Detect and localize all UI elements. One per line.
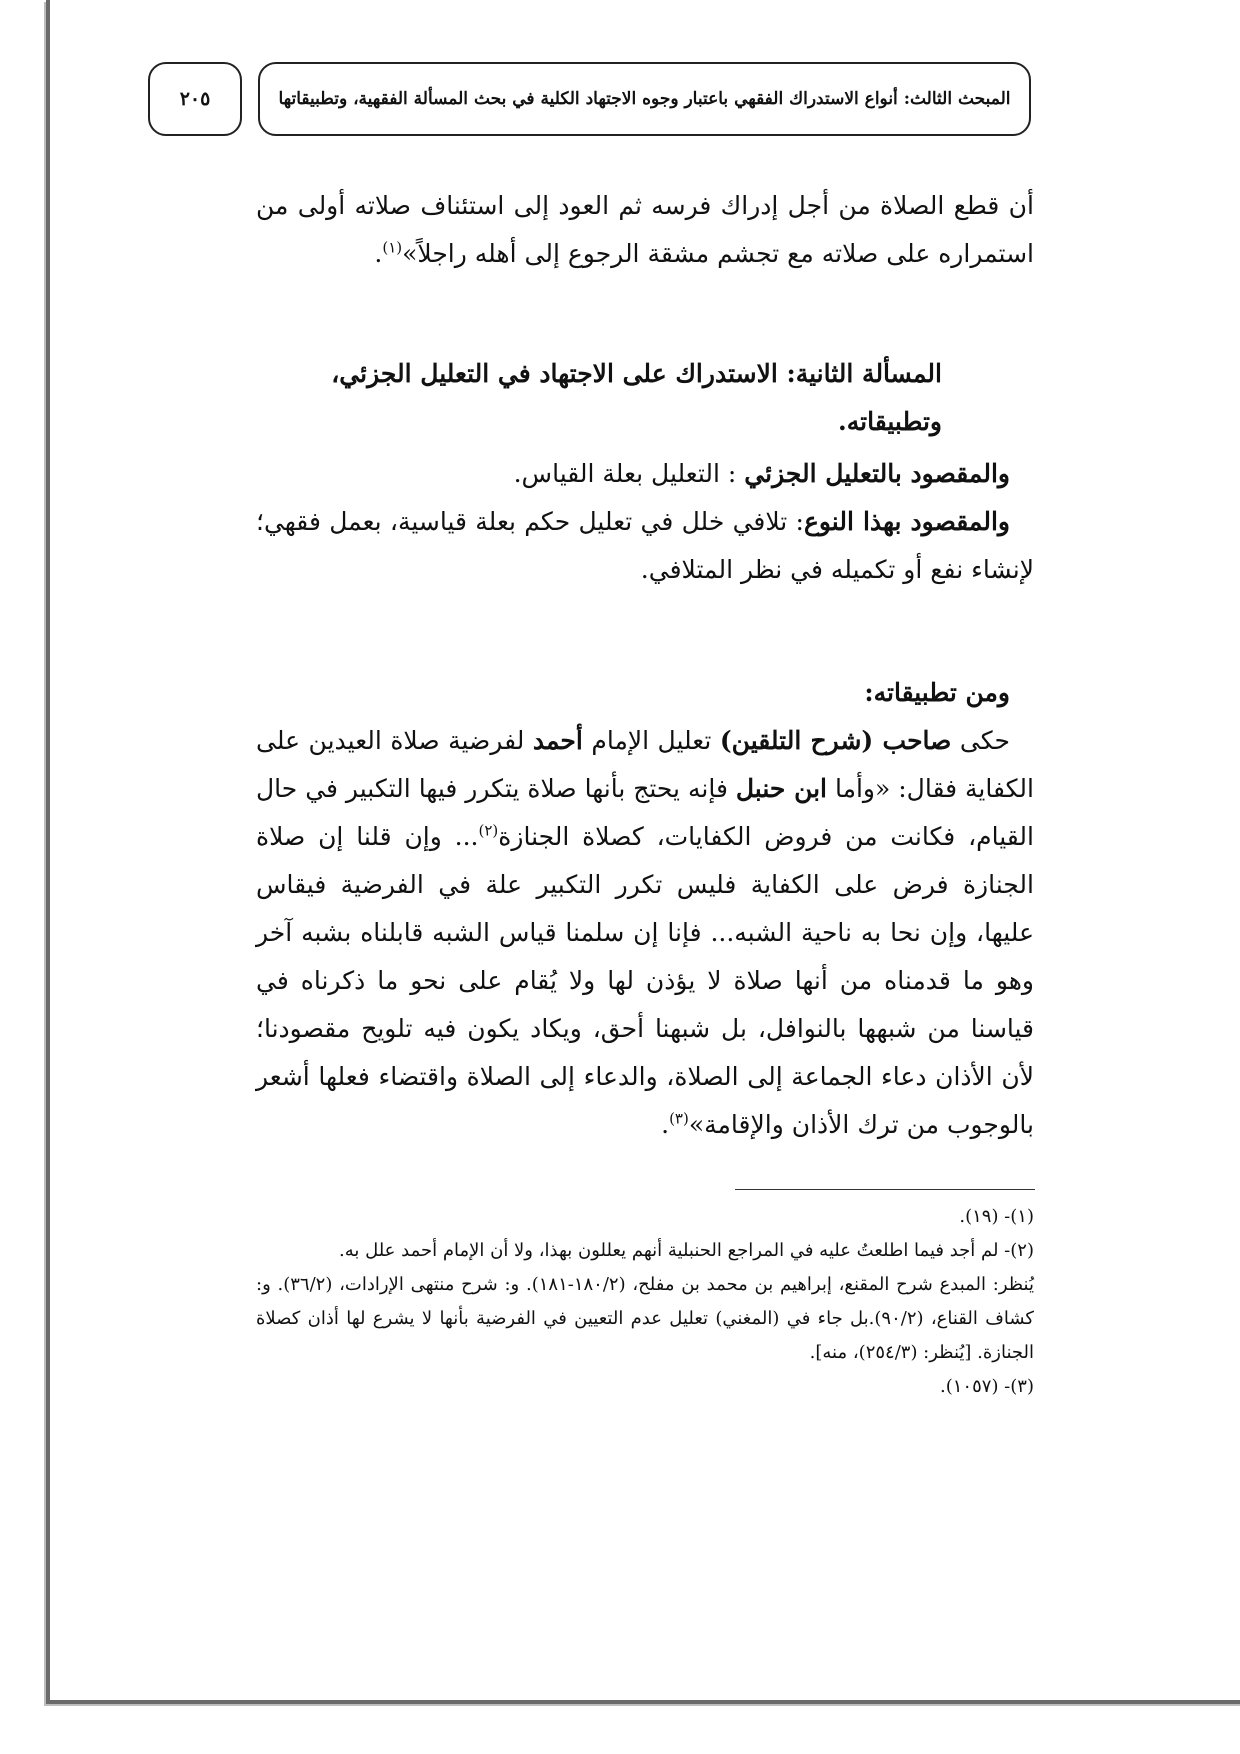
text-run: فإنه يحتج بأنها صلاة يتكرر فيها التكبير في حال القيام، فكانت من فروض الكفايات، كصلاة الجنازة [256,774,1034,851]
footnote: (٣)- (١٠٥٧). [940,1376,1034,1397]
running-header-title [258,62,1031,136]
applications-heading: ومن تطبيقاته: [864,678,1010,707]
definition-text: : تلافي خلل في تعليل حكم بعلة قياسية، بعمل فقهي؛ لإنشاء نفع أو تكميله في نظر المتلافي. [256,507,1034,584]
bold-run: أحمد [532,726,583,755]
header-title-text: المبحث الثالث: أنواع الاستدراك الفقهي باعتبار وجوه الاجتهاد الكلية في بحث المسألة الفقهية، وتطبيقاتها [278,89,1011,109]
footnote: يُنظر: المبدع شرح المقنع، إبراهيم بن محمد بن مفلح، (١٨٠/٢-١٨١). و: شرح منتهى الإرادات، (٣٦/٢). و: كشاف القناع، (٩٠/٢).بل جاء في (المغني) تعليل عدم التعيين في الفرضية بأنها لا يشرع لها أذان كصلاة الجنازة. [يُنظر: (٢٥٤/٣)، منه]. [256,1274,1034,1363]
bold-run: ابن حنبل [735,774,827,803]
definitions [256,450,1034,594]
text-run: ... وإن قلنا إن صلاة الجنازة فرض على الكفاية فليس تكرر التكبير علة في الفرضية فيقاس عليها، وإن نحا به ناحية الشبه... فإنا إن سلمنا قياس الشبه قابلناه بشبه آخر وهو ما قدمناه من أنها صلاة لا يؤذن لها ولا يُقام على نحو ما ذكرناه في قياسنا من شبهها بالنوافل، بل شبهنا أحق، ويكاد يكون فيه تلويح مقصودنا؛ لأن الأذان دعاء الجماعة إلى الصلاة، والدعاء إلى الصلاة واقتضاء فعلها أشعر بالوجوب من ترك الأذان والإقامة» [256,822,1034,1139]
definition-1 [256,450,1034,498]
applications-paragraph [256,717,1034,1149]
footnote-ref: (٣) [669,1109,689,1128]
paragraph-end: . [661,1110,670,1139]
definition-2 [256,498,1034,594]
footnote: (٢)- لم أجد فيما اطلعتُ عليه في المراجع الحنبلية أنهم يعللون بهذا، ولا أن الإمام أحمد علل به. [338,1240,1034,1261]
footnote-separator [735,1189,1035,1190]
section-heading-rest: : الاستدراك على الاجتهاد في التعليل الجزئي، وتطبيقاته. [331,359,942,436]
text-run: حكى [951,726,1010,755]
paragraph-text: أن قطع الصلاة من أجل إدراك فرسه ثم العود إلى استئناف صلاته أولى من استمراره على صلاته مع تجشم مشقة الرجوع إلى أهله راجلاً» [256,191,1034,268]
section-heading-lead: المسألة الثانية [795,359,942,388]
definition-text: : التعليل بعلة القياس. [513,459,745,488]
bold-run: صاحب (شرح التلقين) [719,726,952,755]
paragraph-end: . [374,239,383,268]
definition-term: والمقصود بهذا النوع [803,507,1011,536]
section-heading [256,350,942,446]
applications [256,669,1034,1149]
definition-term: والمقصود بالتعليل الجزئي [744,459,1010,488]
text-run: تعليل الإمام [582,726,720,755]
footnote: (١)- (١٩). [959,1206,1034,1227]
footnote-ref: (٢) [478,821,499,840]
continuation-paragraph [256,182,1034,278]
footnotes [256,1200,1034,1404]
text-run: لفرضية صلاة العيدين على الكفاية فقال: «وأما [256,726,1034,803]
footnote-ref: (١) [382,238,403,257]
page-number-box [148,62,242,136]
page-number: ٢٠٥ [179,88,211,110]
